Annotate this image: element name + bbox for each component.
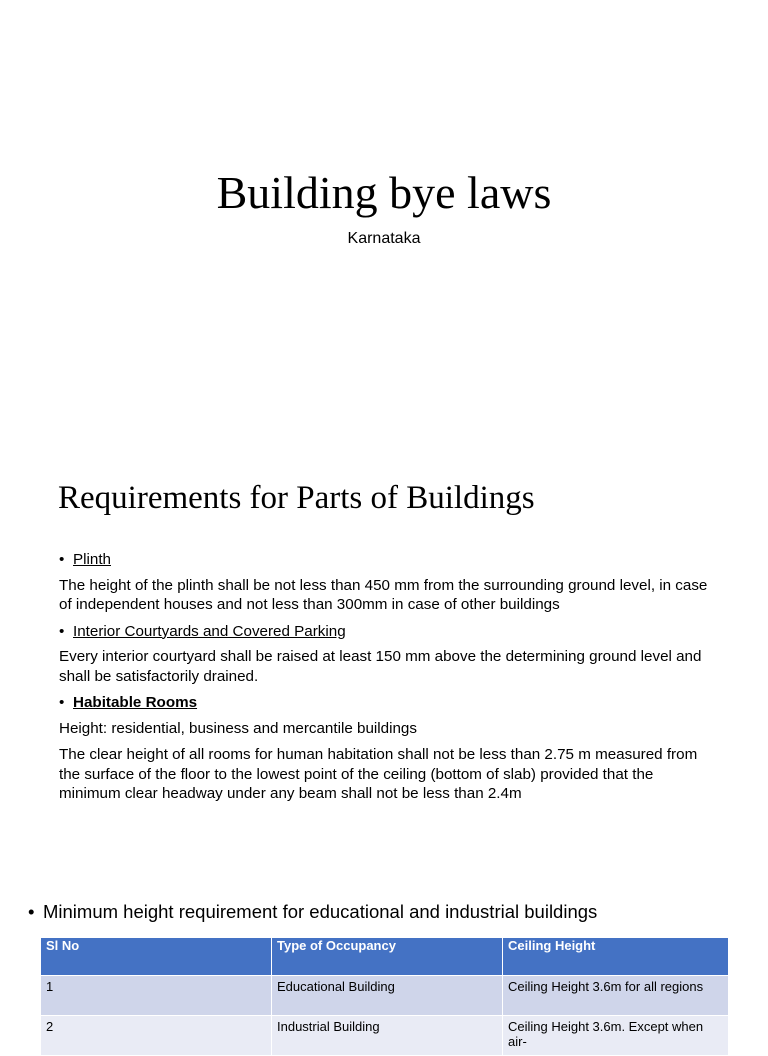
bullet-heading-text: Plinth [73,551,111,568]
column-header: Type of Occupancy [272,938,503,976]
column-header: Sl No [41,938,272,976]
bullet-icon: • [59,694,65,711]
table-cell: Ceiling Height 3.6m. Except when air- [503,1016,729,1056]
table-cell: 2 [41,1016,272,1056]
bullet-icon: • [28,901,35,922]
bullet-heading-text: Minimum height requirement for educational and industrial buildings [43,901,598,922]
slide-subtitle: Karnataka [347,230,421,247]
body-paragraph: Height: residential, business and mercantile buildings [59,719,417,737]
bullet-icon: • [59,551,65,568]
slide-title: Requirements for Parts of Buildings [58,480,535,516]
bullet-heading [28,900,597,924]
title-slide [0,0,768,432]
slide-content [59,550,719,811]
occupancy-table [40,937,729,1056]
bullet-heading-text: Habitable Rooms [73,694,198,711]
bullet-heading-habitable-rooms [59,693,719,713]
bullet-heading-courtyards [59,622,719,642]
column-header: Ceiling Height [503,938,729,976]
height-table-slide [0,864,768,1049]
body-paragraph: Every interior courtyard shall be raised at least 150 mm above the determining ground level and shall be satisfactorily drained. [59,648,702,685]
table-cell: Industrial Building [272,1016,503,1056]
table-cell: Educational Building [272,976,503,1016]
requirements-slide [0,432,768,864]
slide-title: Building bye laws [216,167,552,218]
table-row [41,1016,729,1056]
body-paragraph: The clear height of all rooms for human habitation shall not be less than 2.75 m measured from the surface of the floor to the lowest point of the ceiling (bottom of slab) provided that the minimum clear headway under any beam shall not be less than 2.4m [59,746,698,802]
table-header-row [41,938,729,976]
bullet-icon: • [59,622,65,640]
table-row [41,976,729,1016]
bullet-heading-plinth [59,550,719,570]
table-cell: 1 [41,976,272,1016]
table-cell: Ceiling Height 3.6m for all regions [503,976,729,1016]
body-paragraph: The height of the plinth shall be not less than 450 mm from the surrounding ground level, in case of independent houses and not less than 300mm in case of other buildings [59,576,708,613]
bullet-heading-text: Interior Courtyards and Covered Parking [73,622,346,640]
